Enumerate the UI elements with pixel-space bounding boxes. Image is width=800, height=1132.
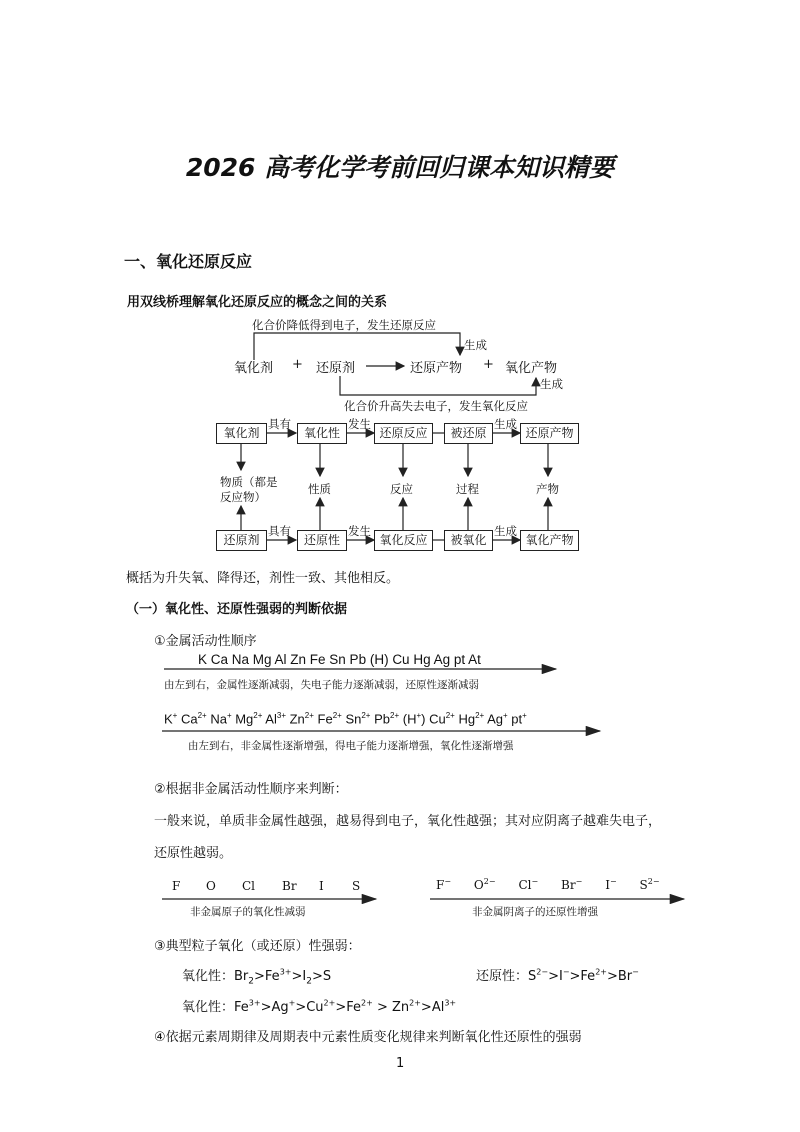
box-reduction-product: 还原产物 (520, 423, 579, 444)
metal-series-note: 由左到右，金属性逐渐减弱，失电子能力逐渐减弱，还原性逐渐减弱 (164, 679, 479, 691)
link-undergo: 发生 (348, 417, 371, 431)
oxidant: 氧化剂 (234, 361, 274, 376)
atom-o: O (206, 879, 216, 893)
box-oxidant: 氧化剂 (216, 423, 267, 444)
item1-label: ①金属活动性顺序 (154, 634, 257, 649)
box-reductant: 还原剂 (216, 530, 267, 551)
atom-s: S (352, 879, 361, 893)
metal-activity-series: K Ca Na Mg Al Zn Fe Sn Pb (H) Cu Hg Ag pt At (198, 652, 481, 667)
red-label: 还原性： (476, 969, 529, 984)
subheading: 用双线桥理解氧化还原反应的概念之间的关系 (127, 295, 388, 310)
atom-br: Br (282, 879, 297, 893)
atom-cl: Cl (242, 879, 256, 893)
box-reduced: 被还原 (444, 423, 493, 444)
generate-label-top: 生成 (464, 338, 487, 352)
plus-sign: + (483, 357, 494, 372)
generate-label-bottom: 生成 (540, 377, 563, 391)
reduction-note: 化合价降低得到电子，发生还原反应 (252, 318, 436, 332)
box-reducing: 还原性 (297, 530, 347, 551)
box-oxidation-reaction: 氧化反应 (374, 530, 433, 551)
label-property: 性质 (308, 482, 331, 496)
oxidation-note: 化合价升高失去电子，发生氧化反应 (344, 399, 528, 413)
anion-series: F− $O^{2-}$ Cl− Br− I− $S^{2-}$ (436, 877, 660, 892)
link-have: 具有 (268, 524, 291, 538)
atom-f: F (172, 879, 181, 893)
item3-label: ③典型粒子氧化（或还原）性强弱： (154, 939, 361, 954)
red-order: 还原性：$S^{2-}>I^->Fe^{2+}>Br^-$ (476, 967, 639, 984)
ox-label: 氧化性： (182, 1000, 235, 1015)
label-process: 过程 (456, 482, 479, 496)
label-reaction: 反应 (390, 482, 413, 496)
anions-note: 非金属阴离子的还原性增强 (472, 906, 598, 918)
ox-order-2: 氧化性：$Fe^{3+}>Ag^+>Cu^{2+}>Fe^{2+} > Zn^{2+}>Al^{3+}$ (182, 998, 457, 1015)
link-generate: 生成 (494, 524, 517, 538)
link-have: 具有 (268, 417, 291, 431)
section-heading: 一、氧化还原反应 (124, 252, 253, 271)
label-product: 产物 (536, 482, 559, 496)
item4-label: ④依据元素周期律及周期表中元素性质变化规律来判断氧化性还原性的强弱 (154, 1030, 582, 1045)
box-oxidized: 被氧化 (444, 530, 493, 551)
reductant: 还原剂 (316, 361, 356, 376)
ion-series: K+ $Ca^{2+}$ Na+ $Mg^{2+}$ $Al^{3+}$ $Zn^{2+}$ $Fe^{2+}$ $Sn^{2+}$ $Pb^{2+}$ (H+) $Cu^{2+}$ $Hg^{2+}$ Ag+ pt+ (164, 711, 527, 727)
plus-sign: + (292, 357, 303, 372)
atom-i: I (319, 879, 324, 893)
oxidation-product: 氧化产物 (505, 361, 558, 376)
box-oxidation-product: 氧化产物 (520, 530, 579, 551)
link-undergo: 发生 (348, 524, 371, 538)
atoms-note: 非金属原子的氧化性减弱 (190, 906, 306, 918)
box-oxidizing: 氧化性 (297, 423, 347, 444)
page-number: 1 (396, 1056, 405, 1071)
item2-text-line1: 一般来说，单质非金属性越强，越易得到电子，氧化性越强；其对应阴离子越难失电子， (154, 814, 662, 829)
ion-series-note: 由左到右，非金属性逐渐增强，得电子能力逐渐增强，氧化性逐渐增强 (188, 740, 514, 752)
link-generate: 生成 (494, 417, 517, 431)
subsection-heading: （一）氧化性、还原性强弱的判断依据 (126, 602, 348, 617)
item2-text-line2: 还原性越弱。 (154, 846, 233, 861)
summary-text: 概括为升失氧、降得还，剂性一致、其他相反。 (126, 571, 400, 586)
item2-label: ②根据非金属活动性顺序来判断： (154, 782, 348, 797)
page-title: 2026 高考化学考前回归课本知识精要 (185, 153, 615, 182)
label-reactants: 反应物） (220, 490, 266, 504)
ox-order-1: 氧化性：$Br_2>Fe^{3+}>I_2>S$ (182, 967, 332, 987)
box-reduction-reaction: 还原反应 (374, 423, 433, 444)
ox-label: 氧化性： (182, 969, 235, 984)
label-substance: 物质（都是 (220, 475, 278, 489)
reduction-product: 还原产物 (410, 361, 463, 376)
